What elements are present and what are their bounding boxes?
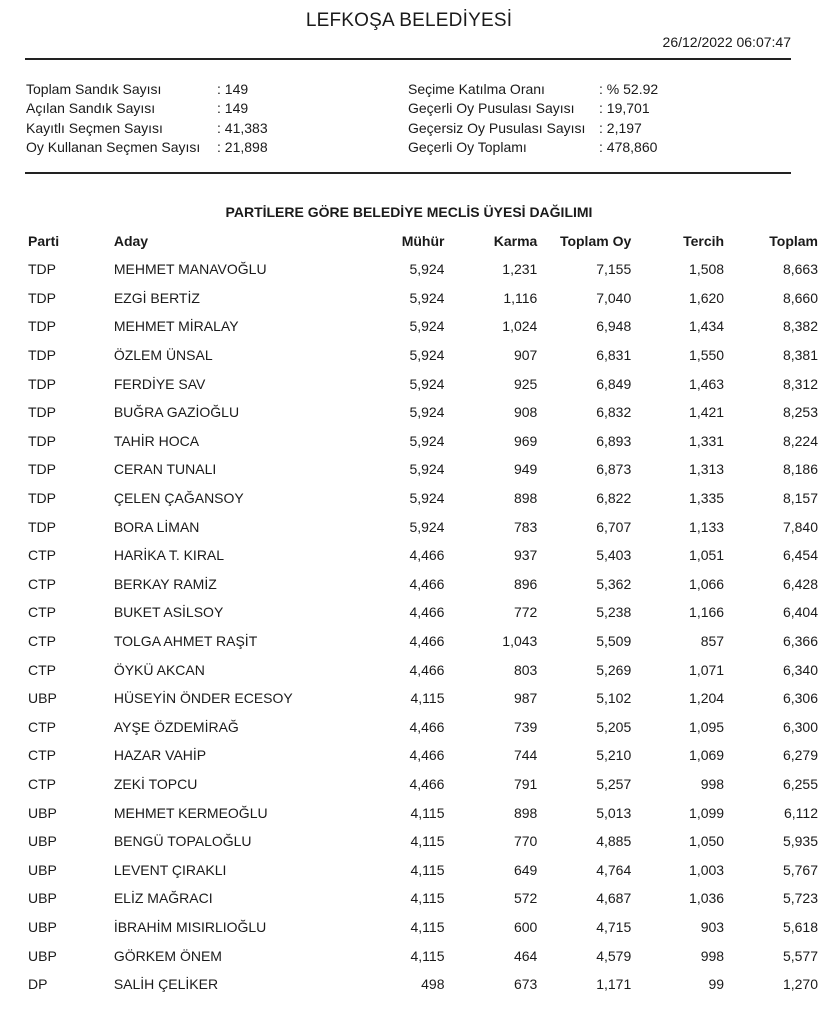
cell-tercih: 1,003 xyxy=(689,861,725,878)
cell-toplam: 8,382 xyxy=(782,318,818,335)
summary-left xyxy=(26,80,268,157)
cell-tercih: 998 xyxy=(700,947,725,964)
cell-candidate: TOLGA AHMET RAŞİT xyxy=(113,633,258,650)
cell-candidate: LEVENT ÇIRAKLI xyxy=(113,861,227,878)
cell-party: CTP xyxy=(28,775,56,792)
cell-party: CTP xyxy=(28,747,56,764)
cell-party: CTP xyxy=(28,633,56,650)
cell-candidate: ÇELEN ÇAĞANSOY xyxy=(113,490,244,507)
cell-toplam-oy: 4,715 xyxy=(596,918,632,935)
cell-toplam: 8,660 xyxy=(782,289,818,306)
cell-muhur: 4,466 xyxy=(409,575,445,592)
cell-karma: 987 xyxy=(513,690,538,707)
stat-label: Seçime Katılma Oranı xyxy=(408,81,545,97)
cell-candidate: İBRAHİM MISIRLIOĞLU xyxy=(113,918,267,935)
cell-toplam: 7,840 xyxy=(782,518,818,535)
cell-toplam-oy: 5,257 xyxy=(596,775,632,792)
header-toplam: Toplam xyxy=(769,233,818,249)
cell-karma: 744 xyxy=(513,747,538,764)
cell-tercih: 998 xyxy=(700,775,725,792)
cell-party: TDP xyxy=(28,490,56,507)
stat-value: : 149 xyxy=(217,100,249,117)
cell-karma: 1,116 xyxy=(503,289,538,306)
cell-tercih: 99 xyxy=(708,976,725,993)
cell-party: TDP xyxy=(28,461,56,478)
stat-label: Toplam Sandık Sayısı xyxy=(26,81,162,97)
cell-candidate: MEHMET MANAVOĞLU xyxy=(113,261,267,278)
cell-karma: 739 xyxy=(513,718,538,735)
header-candidate: Aday xyxy=(113,233,149,249)
table-row xyxy=(28,541,818,570)
cell-muhur: 4,466 xyxy=(409,718,445,735)
cell-karma: 908 xyxy=(513,404,538,421)
cell-party: TDP xyxy=(28,518,56,535)
cell-candidate: BERKAY RAMİZ xyxy=(113,575,217,592)
cell-muhur: 5,924 xyxy=(409,490,445,507)
cell-party: CTP xyxy=(28,604,56,621)
stat-label: Geçersiz Oy Pusulası Sayısı xyxy=(408,119,586,136)
stat-row xyxy=(408,99,658,118)
table-body xyxy=(28,255,818,998)
cell-tercih: 1,335 xyxy=(689,490,725,507)
table-header-row xyxy=(28,227,818,255)
stat-row xyxy=(408,138,658,157)
cell-muhur: 4,115 xyxy=(410,918,445,935)
cell-muhur: 4,115 xyxy=(410,947,445,964)
cell-party: TDP xyxy=(28,347,56,364)
stat-row xyxy=(408,119,658,138)
table-row xyxy=(28,941,818,970)
cell-tercih: 1,204 xyxy=(689,690,725,707)
cell-toplam-oy: 6,707 xyxy=(596,518,632,535)
table-row xyxy=(28,827,818,856)
cell-toplam: 8,253 xyxy=(782,404,818,421)
cell-tercih: 1,620 xyxy=(689,289,725,306)
cell-toplam-oy: 6,831 xyxy=(596,347,632,364)
cell-toplam: 8,312 xyxy=(782,375,818,392)
cell-toplam-oy: 5,238 xyxy=(596,604,632,621)
table-row xyxy=(28,713,818,742)
cell-muhur: 5,924 xyxy=(409,261,445,278)
cell-tercih: 857 xyxy=(700,633,725,650)
cell-tercih: 1,313 xyxy=(689,461,725,478)
cell-tercih: 1,463 xyxy=(689,375,725,392)
table-row xyxy=(28,312,818,341)
cell-party: TDP xyxy=(28,375,56,392)
cell-candidate: ÖYKÜ AKCAN xyxy=(113,661,205,678)
cell-karma: 464 xyxy=(513,947,538,964)
table-row xyxy=(28,484,818,513)
cell-muhur: 4,466 xyxy=(409,661,445,678)
cell-karma: 1,024 xyxy=(502,318,538,335)
cell-toplam-oy: 1,171 xyxy=(596,976,632,993)
cell-candidate: BENGÜ TOPALOĞLU xyxy=(113,833,252,850)
table-row xyxy=(28,369,818,398)
cell-tercih: 1,508 xyxy=(689,261,725,278)
stat-label: Geçerli Oy Pusulası Sayısı xyxy=(408,100,575,117)
cell-toplam: 5,577 xyxy=(782,947,818,964)
cell-party: TDP xyxy=(28,404,56,421)
table-row xyxy=(28,741,818,770)
stat-value: : 478,860 xyxy=(599,138,658,155)
cell-candidate: SALİH ÇELİKER xyxy=(113,976,219,993)
cell-karma: 937 xyxy=(513,547,538,564)
cell-muhur: 5,924 xyxy=(409,375,445,392)
table-row xyxy=(28,341,818,370)
cell-toplam-oy: 6,948 xyxy=(596,318,632,335)
cell-tercih: 1,434 xyxy=(689,318,725,335)
cell-toplam: 6,366 xyxy=(782,633,818,650)
cell-party: UBP xyxy=(28,833,57,850)
cell-muhur: 4,115 xyxy=(410,690,445,707)
cell-muhur: 4,466 xyxy=(409,604,445,621)
cell-muhur: 5,924 xyxy=(409,347,445,364)
cell-candidate: EZGİ BERTİZ xyxy=(113,289,200,306)
cell-candidate: AYŞE ÖZDEMİRAĞ xyxy=(113,718,239,735)
stat-value: : 149 xyxy=(217,81,249,97)
table-row xyxy=(28,798,818,827)
stat-row xyxy=(26,99,268,118)
cell-toplam: 8,381 xyxy=(782,347,818,364)
table-row xyxy=(28,570,818,599)
cell-toplam-oy: 6,822 xyxy=(596,490,632,507)
table-row xyxy=(28,884,818,913)
cell-toplam-oy: 4,579 xyxy=(596,947,632,964)
cell-toplam: 6,255 xyxy=(782,775,818,792)
cell-toplam-oy: 6,873 xyxy=(596,461,632,478)
table-row xyxy=(28,855,818,884)
cell-candidate: HAZAR VAHİP xyxy=(113,747,207,764)
cell-candidate: MEHMET MİRALAY xyxy=(113,318,239,335)
cell-candidate: TAHİR HOCA xyxy=(113,432,200,449)
cell-party: TDP xyxy=(28,261,56,278)
cell-toplam-oy: 5,269 xyxy=(596,661,632,678)
stat-row xyxy=(26,119,268,138)
cell-tercih: 903 xyxy=(700,918,725,935)
cell-tercih: 1,069 xyxy=(689,747,725,764)
cell-candidate: ÖZLEM ÜNSAL xyxy=(113,347,213,364)
cell-karma: 772 xyxy=(513,604,538,621)
cell-karma: 969 xyxy=(513,432,538,449)
cell-toplam-oy: 5,362 xyxy=(596,575,632,592)
table-row xyxy=(28,255,818,284)
cell-muhur: 5,924 xyxy=(409,318,445,335)
cell-toplam: 8,157 xyxy=(782,490,818,507)
cell-candidate: FERDİYE SAV xyxy=(113,375,206,392)
cell-karma: 1,231 xyxy=(502,261,538,278)
cell-candidate: GÖRKEM ÖNEM xyxy=(113,947,222,964)
stat-label: Geçerli Oy Toplamı xyxy=(408,138,527,155)
cell-toplam-oy: 5,403 xyxy=(596,547,632,564)
cell-tercih: 1,095 xyxy=(689,718,725,735)
stat-label: Kayıtlı Seçmen Sayısı xyxy=(26,119,163,136)
cell-toplam: 6,279 xyxy=(782,747,818,764)
table-row xyxy=(28,284,818,313)
cell-toplam: 6,340 xyxy=(782,661,818,678)
cell-karma: 898 xyxy=(513,490,538,507)
table-row xyxy=(28,770,818,799)
cell-muhur: 4,466 xyxy=(409,547,445,564)
cell-toplam-oy: 6,832 xyxy=(596,404,632,421)
cell-muhur: 4,466 xyxy=(409,775,445,792)
cell-toplam-oy: 5,013 xyxy=(596,804,632,821)
table-row xyxy=(28,970,818,999)
cell-tercih: 1,051 xyxy=(689,547,725,564)
cell-party: UBP xyxy=(28,890,57,907)
stat-value: : 21,898 xyxy=(217,138,268,155)
cell-party: TDP xyxy=(28,432,56,449)
cell-karma: 896 xyxy=(513,575,538,592)
cell-toplam-oy: 6,849 xyxy=(596,375,632,392)
cell-toplam-oy: 5,210 xyxy=(596,747,632,764)
header-party: Parti xyxy=(28,233,60,249)
stat-value: : 41,383 xyxy=(217,119,268,136)
cell-karma: 791 xyxy=(513,775,538,792)
cell-tercih: 1,066 xyxy=(689,575,725,592)
cell-tercih: 1,331 xyxy=(689,432,725,449)
cell-toplam: 6,428 xyxy=(782,575,818,592)
cell-candidate: CERAN TUNALI xyxy=(113,461,217,478)
cell-toplam: 5,723 xyxy=(782,890,818,907)
cell-karma: 907 xyxy=(513,347,538,364)
cell-toplam: 5,618 xyxy=(782,918,818,935)
summary-right xyxy=(408,80,658,157)
cell-tercih: 1,550 xyxy=(689,347,725,364)
cell-toplam-oy: 4,687 xyxy=(596,890,632,907)
cell-toplam-oy: 7,040 xyxy=(596,289,632,306)
header-tercih: Tercih xyxy=(683,233,725,249)
cell-party: CTP xyxy=(28,575,56,592)
cell-party: CTP xyxy=(28,661,56,678)
cell-party: TDP xyxy=(28,289,56,306)
cell-party: TDP xyxy=(28,318,56,335)
cell-toplam: 5,935 xyxy=(782,833,818,850)
page-title: LEFKOŞA BELEDİYESİ xyxy=(305,10,513,31)
stat-row xyxy=(26,80,268,99)
cell-party: UBP xyxy=(28,804,57,821)
cell-muhur: 5,924 xyxy=(409,461,445,478)
cell-toplam-oy: 5,205 xyxy=(596,718,632,735)
cell-party: UBP xyxy=(28,690,57,707)
divider-bottom xyxy=(25,172,791,174)
stat-value: : 19,701 xyxy=(599,100,650,117)
cell-tercih: 1,166 xyxy=(689,604,725,621)
cell-karma: 1,043 xyxy=(502,633,538,650)
cell-toplam: 8,663 xyxy=(782,261,818,278)
cell-candidate: BUKET ASİLSOY xyxy=(113,604,224,621)
cell-toplam: 6,306 xyxy=(782,690,818,707)
header-muhur: Mühür xyxy=(401,233,445,249)
cell-muhur: 5,924 xyxy=(409,518,445,535)
cell-toplam: 6,404 xyxy=(782,604,818,621)
cell-toplam-oy: 4,885 xyxy=(596,833,632,850)
stat-value: : 2,197 xyxy=(599,119,642,136)
results-table xyxy=(28,227,818,998)
cell-candidate: ZEKİ TOPCU xyxy=(113,775,198,792)
cell-tercih: 1,421 xyxy=(689,404,725,421)
cell-karma: 949 xyxy=(513,461,538,478)
section-title: PARTİLERE GÖRE BELEDİYE MECLİS ÜYESİ DAĞILIMI xyxy=(225,204,593,220)
cell-karma: 783 xyxy=(513,518,538,535)
cell-toplam: 6,112 xyxy=(784,804,818,821)
cell-karma: 770 xyxy=(513,833,538,850)
cell-muhur: 4,115 xyxy=(410,804,445,821)
table-row xyxy=(28,455,818,484)
cell-toplam: 8,224 xyxy=(782,432,818,449)
cell-muhur: 4,115 xyxy=(410,833,445,850)
header-toplam-oy: Toplam Oy xyxy=(559,233,632,249)
cell-karma: 898 xyxy=(513,804,538,821)
stat-label: Açılan Sandık Sayısı xyxy=(26,100,156,117)
cell-party: DP xyxy=(28,976,48,993)
cell-muhur: 5,924 xyxy=(409,289,445,306)
cell-muhur: 5,924 xyxy=(409,432,445,449)
divider-top xyxy=(25,58,791,60)
cell-candidate: BUĞRA GAZİOĞLU xyxy=(113,404,240,421)
cell-toplam-oy: 5,509 xyxy=(596,633,632,650)
cell-toplam-oy: 5,102 xyxy=(596,690,632,707)
cell-tercih: 1,036 xyxy=(689,890,725,907)
table-row xyxy=(28,913,818,942)
stat-row xyxy=(26,138,268,157)
cell-candidate: MEHMET KERMEOĞLU xyxy=(113,804,268,821)
cell-toplam: 8,186 xyxy=(782,461,818,478)
cell-party: UBP xyxy=(28,861,57,878)
cell-karma: 673 xyxy=(513,976,538,993)
cell-muhur: 4,466 xyxy=(409,633,445,650)
table-row xyxy=(28,512,818,541)
cell-tercih: 1,071 xyxy=(689,661,725,678)
cell-karma: 803 xyxy=(513,661,538,678)
table-row xyxy=(28,655,818,684)
table-row xyxy=(28,627,818,656)
cell-toplam: 1,270 xyxy=(782,976,818,993)
table-row xyxy=(28,684,818,713)
cell-karma: 649 xyxy=(513,861,538,878)
stat-value: : % 52.92 xyxy=(599,81,659,97)
cell-tercih: 1,050 xyxy=(689,833,725,850)
cell-candidate: HÜSEYİN ÖNDER ECESOY xyxy=(113,690,293,707)
cell-candidate: HARİKA T. KIRAL xyxy=(113,547,225,564)
cell-tercih: 1,099 xyxy=(689,804,725,821)
cell-muhur: 4,466 xyxy=(409,747,445,764)
stat-label: Oy Kullanan Seçmen Sayısı xyxy=(26,138,201,155)
cell-muhur: 4,115 xyxy=(410,861,445,878)
cell-toplam: 5,767 xyxy=(782,861,818,878)
table-row xyxy=(28,427,818,456)
cell-toplam-oy: 7,155 xyxy=(596,261,632,278)
cell-karma: 572 xyxy=(513,890,538,907)
stat-row xyxy=(408,80,658,99)
cell-party: CTP xyxy=(28,718,56,735)
cell-toplam: 6,454 xyxy=(782,547,818,564)
cell-muhur: 498 xyxy=(421,976,445,993)
cell-party: UBP xyxy=(28,947,57,964)
report-timestamp: 26/12/2022 06:07:47 xyxy=(662,34,791,50)
cell-party: UBP xyxy=(28,918,57,935)
cell-candidate: BORA LİMAN xyxy=(113,518,200,535)
cell-tercih: 1,133 xyxy=(689,518,725,535)
cell-karma: 600 xyxy=(513,918,538,935)
cell-toplam-oy: 6,893 xyxy=(596,432,632,449)
table-row xyxy=(28,398,818,427)
table-row xyxy=(28,598,818,627)
cell-candidate: ELİZ MAĞRACI xyxy=(113,890,213,907)
header-karma: Karma xyxy=(493,233,538,249)
cell-muhur: 4,115 xyxy=(410,890,445,907)
cell-party: CTP xyxy=(28,547,56,564)
cell-toplam-oy: 4,764 xyxy=(596,861,632,878)
cell-muhur: 5,924 xyxy=(409,404,445,421)
cell-karma: 925 xyxy=(513,375,538,392)
cell-toplam: 6,300 xyxy=(782,718,818,735)
